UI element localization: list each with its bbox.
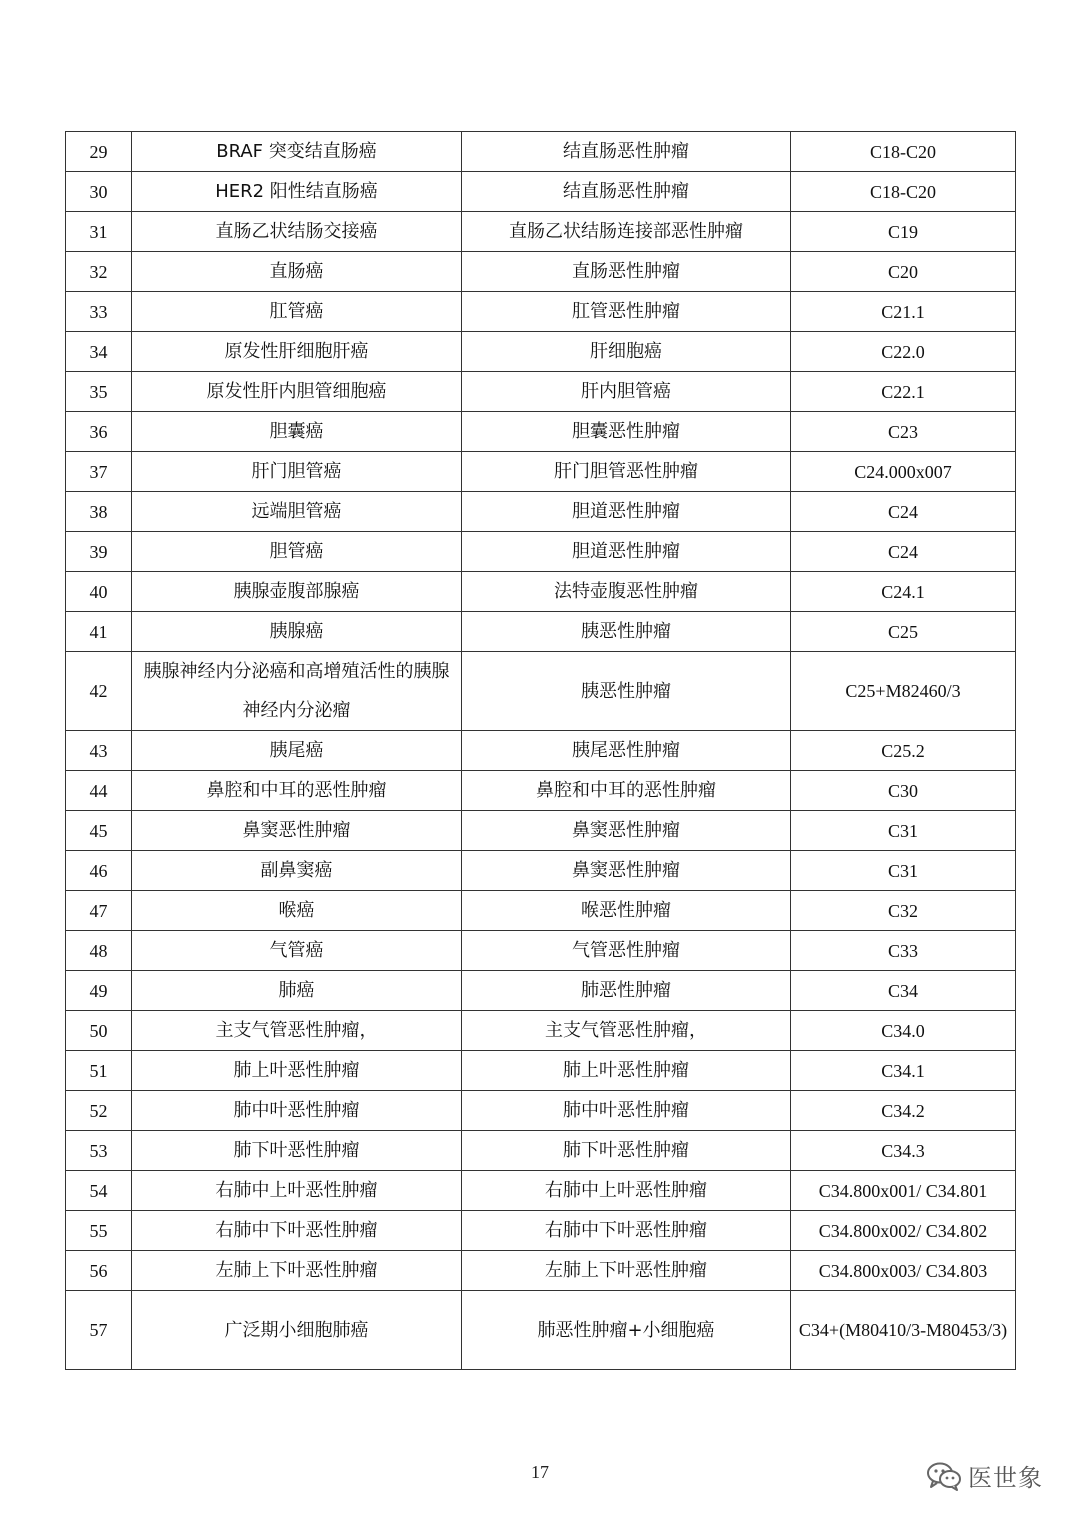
category-name: 肝门胆管恶性肿瘤 — [462, 452, 791, 492]
table-row — [66, 452, 1016, 492]
table-row — [66, 1211, 1016, 1251]
disease-name: 副鼻窦癌 — [132, 851, 462, 891]
row-number: 48 — [66, 931, 132, 971]
disease-name: 肝门胆管癌 — [132, 452, 462, 492]
table-row — [66, 572, 1016, 612]
table-row — [66, 1131, 1016, 1171]
row-number: 44 — [66, 771, 132, 811]
table-row — [66, 771, 1016, 811]
table-row — [66, 492, 1016, 532]
table-row — [66, 1171, 1016, 1211]
disease-name: 胆囊癌 — [132, 412, 462, 452]
table-row — [66, 1291, 1016, 1370]
disease-name: 右肺中下叶恶性肿瘤 — [132, 1211, 462, 1251]
table-row — [66, 212, 1016, 252]
table-row — [66, 971, 1016, 1011]
row-number: 37 — [66, 452, 132, 492]
icd-code: C24 — [791, 492, 1016, 532]
row-number: 35 — [66, 372, 132, 412]
icd-code: C31 — [791, 851, 1016, 891]
disease-name: 喉癌 — [132, 891, 462, 931]
icd-code: C33 — [791, 931, 1016, 971]
table-row — [66, 132, 1016, 172]
disease-name: 气管癌 — [132, 931, 462, 971]
table-row — [66, 332, 1016, 372]
disease-name: 鼻腔和中耳的恶性肿瘤 — [132, 771, 462, 811]
disease-name: HER2 阳性结直肠癌 — [132, 172, 462, 212]
icd-code: C30 — [791, 771, 1016, 811]
category-name: 肺恶性肿瘤+小细胞癌 — [462, 1291, 791, 1370]
disease-name: 胆管癌 — [132, 532, 462, 572]
table-row — [66, 412, 1016, 452]
icd-code: C24.1 — [791, 572, 1016, 612]
row-number: 47 — [66, 891, 132, 931]
row-number: 31 — [66, 212, 132, 252]
category-name: 鼻腔和中耳的恶性肿瘤 — [462, 771, 791, 811]
disease-name: 肛管癌 — [132, 292, 462, 332]
row-number: 53 — [66, 1131, 132, 1171]
disease-name: 胰腺神经内分泌癌和高增殖活性的胰腺神经内分泌瘤 — [132, 652, 462, 731]
watermark — [926, 1458, 1043, 1493]
disease-name: 广泛期小细胞肺癌 — [132, 1291, 462, 1370]
row-number: 39 — [66, 532, 132, 572]
table-row — [66, 652, 1016, 731]
row-number: 43 — [66, 731, 132, 771]
row-number: 34 — [66, 332, 132, 372]
table-row — [66, 1051, 1016, 1091]
icd-code: C34.2 — [791, 1091, 1016, 1131]
icd-code: C20 — [791, 252, 1016, 292]
icd-code: C22.0 — [791, 332, 1016, 372]
disease-name: 直肠乙状结肠交接癌 — [132, 212, 462, 252]
row-number: 29 — [66, 132, 132, 172]
table-body — [66, 132, 1016, 1370]
category-name: 气管恶性肿瘤 — [462, 931, 791, 971]
table-row — [66, 1251, 1016, 1291]
category-name: 肛管恶性肿瘤 — [462, 292, 791, 332]
page-number: 17 — [531, 1462, 549, 1482]
disease-name: 鼻窦恶性肿瘤 — [132, 811, 462, 851]
icd-code: C34 — [791, 971, 1016, 1011]
table-row — [66, 851, 1016, 891]
table-row — [66, 292, 1016, 332]
icd-code: C21.1 — [791, 292, 1016, 332]
category-name: 肝内胆管癌 — [462, 372, 791, 412]
row-number: 36 — [66, 412, 132, 452]
table-row — [66, 1011, 1016, 1051]
icd-code: C34.800x003/ C34.803 — [791, 1251, 1016, 1291]
category-name: 胰恶性肿瘤 — [462, 612, 791, 652]
row-number: 49 — [66, 971, 132, 1011]
category-name: 鼻窦恶性肿瘤 — [462, 811, 791, 851]
disease-name: 胰腺癌 — [132, 612, 462, 652]
disease-name: 左肺上下叶恶性肿瘤 — [132, 1251, 462, 1291]
icd-code: C25.2 — [791, 731, 1016, 771]
category-name: 肺恶性肿瘤 — [462, 971, 791, 1011]
category-name: 结直肠恶性肿瘤 — [462, 172, 791, 212]
category-name: 法特壶腹恶性肿瘤 — [462, 572, 791, 612]
icd-code: C19 — [791, 212, 1016, 252]
disease-name: 右肺中上叶恶性肿瘤 — [132, 1171, 462, 1211]
disease-name: 肺癌 — [132, 971, 462, 1011]
disease-name: 胰腺壶腹部腺癌 — [132, 572, 462, 612]
icd-code: C34.3 — [791, 1131, 1016, 1171]
table-row — [66, 612, 1016, 652]
icd-code: C34+(M80410/3-M80453/3) — [791, 1291, 1016, 1370]
disease-name: 肺下叶恶性肿瘤 — [132, 1131, 462, 1171]
table-row — [66, 931, 1016, 971]
category-name: 右肺中下叶恶性肿瘤 — [462, 1211, 791, 1251]
category-name: 胆道恶性肿瘤 — [462, 532, 791, 572]
category-name: 直肠乙状结肠连接部恶性肿瘤 — [462, 212, 791, 252]
icd-code: C34.800x001/ C34.801 — [791, 1171, 1016, 1211]
disease-name: 肺中叶恶性肿瘤 — [132, 1091, 462, 1131]
category-name: 结直肠恶性肿瘤 — [462, 132, 791, 172]
table-row — [66, 731, 1016, 771]
disease-name: 肺上叶恶性肿瘤 — [132, 1051, 462, 1091]
icd-code: C34.0 — [791, 1011, 1016, 1051]
table-row — [66, 252, 1016, 292]
wechat-icon — [926, 1461, 962, 1491]
disease-name: 原发性肝细胞肝癌 — [132, 332, 462, 372]
category-name: 主支气管恶性肿瘤， — [462, 1011, 791, 1051]
row-number: 30 — [66, 172, 132, 212]
category-name: 喉恶性肿瘤 — [462, 891, 791, 931]
table-row — [66, 372, 1016, 412]
icd-code: C23 — [791, 412, 1016, 452]
icd-code: C34.1 — [791, 1051, 1016, 1091]
watermark-text: 医世象 — [968, 1464, 1043, 1492]
row-number: 32 — [66, 252, 132, 292]
disease-name: 远端胆管癌 — [132, 492, 462, 532]
icd-code: C18-C20 — [791, 132, 1016, 172]
icd-code: C25+M82460/3 — [791, 652, 1016, 731]
row-number: 46 — [66, 851, 132, 891]
disease-name: 胰尾癌 — [132, 731, 462, 771]
icd-code: C25 — [791, 612, 1016, 652]
disease-name: 主支气管恶性肿瘤， — [132, 1011, 462, 1051]
icd-code: C18-C20 — [791, 172, 1016, 212]
row-number: 57 — [66, 1291, 132, 1370]
table-row — [66, 172, 1016, 212]
row-number: 54 — [66, 1171, 132, 1211]
row-number: 33 — [66, 292, 132, 332]
row-number: 38 — [66, 492, 132, 532]
row-number: 41 — [66, 612, 132, 652]
category-name: 肺中叶恶性肿瘤 — [462, 1091, 791, 1131]
category-name: 胰尾恶性肿瘤 — [462, 731, 791, 771]
row-number: 52 — [66, 1091, 132, 1131]
table-row — [66, 891, 1016, 931]
disease-name: 直肠癌 — [132, 252, 462, 292]
row-number: 42 — [66, 652, 132, 731]
category-name: 胰恶性肿瘤 — [462, 652, 791, 731]
icd-code: C32 — [791, 891, 1016, 931]
row-number: 56 — [66, 1251, 132, 1291]
category-name: 胆道恶性肿瘤 — [462, 492, 791, 532]
category-name: 左肺上下叶恶性肿瘤 — [462, 1251, 791, 1291]
category-name: 肝细胞癌 — [462, 332, 791, 372]
disease-code-table — [65, 131, 1016, 1370]
category-name: 鼻窦恶性肿瘤 — [462, 851, 791, 891]
category-name: 右肺中上叶恶性肿瘤 — [462, 1171, 791, 1211]
icd-code: C34.800x002/ C34.802 — [791, 1211, 1016, 1251]
icd-code: C31 — [791, 811, 1016, 851]
icd-code: C24 — [791, 532, 1016, 572]
category-name: 胆囊恶性肿瘤 — [462, 412, 791, 452]
table-row — [66, 811, 1016, 851]
icd-code: C22.1 — [791, 372, 1016, 412]
icd-code: C24.000x007 — [791, 452, 1016, 492]
disease-name: 原发性肝内胆管细胞癌 — [132, 372, 462, 412]
table-row — [66, 532, 1016, 572]
category-name: 肺下叶恶性肿瘤 — [462, 1131, 791, 1171]
row-number: 50 — [66, 1011, 132, 1051]
row-number: 55 — [66, 1211, 132, 1251]
disease-name: BRAF 突变结直肠癌 — [132, 132, 462, 172]
row-number: 45 — [66, 811, 132, 851]
table-row — [66, 1091, 1016, 1131]
row-number: 40 — [66, 572, 132, 612]
row-number: 51 — [66, 1051, 132, 1091]
category-name: 肺上叶恶性肿瘤 — [462, 1051, 791, 1091]
category-name: 直肠恶性肿瘤 — [462, 252, 791, 292]
